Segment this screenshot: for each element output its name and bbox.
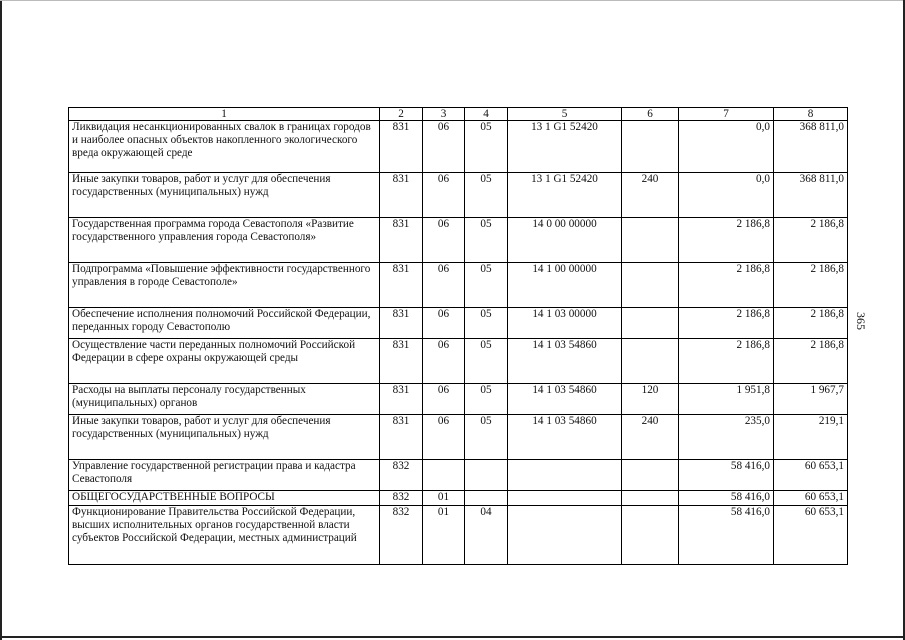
- budget-table: [68, 107, 848, 565]
- row-code-cell: 831: [380, 121, 423, 173]
- row-expense-type-cell: [622, 506, 679, 565]
- row-target-article-cell: 14 1 03 54860: [508, 415, 622, 460]
- row-subsection-cell: 05: [465, 339, 508, 384]
- row-section-cell: 06: [423, 384, 465, 415]
- row-code-cell: 831: [380, 263, 423, 308]
- table-row: [69, 218, 848, 263]
- row-amount-year1-cell: 2 186,8: [679, 308, 774, 339]
- row-subsection-cell: 05: [465, 308, 508, 339]
- table-row: [69, 263, 848, 308]
- row-target-article-cell: 14 1 03 54860: [508, 339, 622, 384]
- header-cell: 8: [774, 108, 848, 121]
- row-expense-type-cell: [622, 121, 679, 173]
- header-cell: 7: [679, 108, 774, 121]
- row-target-article-cell: [508, 460, 622, 491]
- row-code-cell: 832: [380, 506, 423, 565]
- table-row: [69, 415, 848, 460]
- row-code-cell: 831: [380, 173, 423, 218]
- header-cell: 2: [380, 108, 423, 121]
- row-expense-type-cell: [622, 339, 679, 384]
- row-code-cell: 831: [380, 218, 423, 263]
- row-amount-year2-cell: 2 186,8: [774, 263, 848, 308]
- row-expense-type-cell: [622, 308, 679, 339]
- table-row: [69, 339, 848, 384]
- row-target-article-cell: 14 1 03 00000: [508, 308, 622, 339]
- row-expense-type-cell: 240: [622, 173, 679, 218]
- row-amount-year2-cell: 2 186,8: [774, 218, 848, 263]
- row-expense-type-cell: [622, 460, 679, 491]
- row-subsection-cell: 04: [465, 506, 508, 565]
- header-cell: 4: [465, 108, 508, 121]
- table-header-row: [69, 108, 848, 121]
- row-name-cell: Обеспечение исполнения полномочий Российской Федерации, переданных городу Севастополю: [69, 308, 380, 339]
- row-target-article-cell: 14 1 00 00000: [508, 263, 622, 308]
- row-section-cell: 06: [423, 173, 465, 218]
- row-section-cell: 06: [423, 308, 465, 339]
- header-cell: 6: [622, 108, 679, 121]
- row-name-cell: Иные закупки товаров, работ и услуг для обеспечения государственных (муниципальных) нужд: [69, 173, 380, 218]
- row-target-article-cell: [508, 491, 622, 506]
- row-amount-year2-cell: 60 653,1: [774, 460, 848, 491]
- row-code-cell: 831: [380, 384, 423, 415]
- row-code-cell: 832: [380, 491, 423, 506]
- row-target-article-cell: 13 1 G1 52420: [508, 173, 622, 218]
- row-name-cell: Ликвидация несанкционированных свалок в границах городов и наиболее опасных объектов накопленного экологического вреда окружающей среде: [69, 121, 380, 173]
- row-amount-year1-cell: 2 186,8: [679, 339, 774, 384]
- row-expense-type-cell: 120: [622, 384, 679, 415]
- row-amount-year2-cell: 368 811,0: [774, 121, 848, 173]
- row-subsection-cell: 05: [465, 173, 508, 218]
- row-code-cell: 831: [380, 339, 423, 384]
- row-name-cell: Управление государственной регистрации права и кадастра Севастополя: [69, 460, 380, 491]
- row-expense-type-cell: 240: [622, 415, 679, 460]
- table-row: [69, 460, 848, 491]
- scan-border-bottom: [0, 636, 905, 638]
- row-amount-year2-cell: 2 186,8: [774, 339, 848, 384]
- row-name-cell: ОБЩЕГОСУДАРСТВЕННЫЕ ВОПРОСЫ: [69, 491, 380, 506]
- row-amount-year1-cell: 2 186,8: [679, 218, 774, 263]
- header-cell: 1: [69, 108, 380, 121]
- row-amount-year1-cell: 58 416,0: [679, 491, 774, 506]
- row-subsection-cell: 05: [465, 415, 508, 460]
- page-number: 365: [854, 312, 868, 330]
- row-amount-year2-cell: 219,1: [774, 415, 848, 460]
- row-name-cell: Функционирование Правительства Российской Федерации, высших исполнительных органов государственной власти субъектов Российской Федерации, местных администраций: [69, 506, 380, 565]
- row-amount-year2-cell: 60 653,1: [774, 506, 848, 565]
- row-subsection-cell: 05: [465, 263, 508, 308]
- row-target-article-cell: 14 1 03 54860: [508, 384, 622, 415]
- row-name-cell: Расходы на выплаты персоналу государственных (муниципальных) органов: [69, 384, 380, 415]
- row-section-cell: [423, 460, 465, 491]
- row-code-cell: 831: [380, 415, 423, 460]
- row-name-cell: Иные закупки товаров, работ и услуг для обеспечения государственных (муниципальных) нужд: [69, 415, 380, 460]
- row-section-cell: 06: [423, 121, 465, 173]
- row-section-cell: 01: [423, 491, 465, 506]
- row-name-cell: Государственная программа города Севастополя «Развитие государственного управления города Севастополя»: [69, 218, 380, 263]
- row-amount-year1-cell: 58 416,0: [679, 460, 774, 491]
- scan-border-top: [0, 0, 905, 1]
- row-subsection-cell: [465, 460, 508, 491]
- row-amount-year1-cell: 1 951,8: [679, 384, 774, 415]
- row-target-article-cell: 14 0 00 00000: [508, 218, 622, 263]
- row-name-cell: Подпрограмма «Повышение эффективности государственного управления в городе Севастополе»: [69, 263, 380, 308]
- row-expense-type-cell: [622, 218, 679, 263]
- row-amount-year2-cell: 60 653,1: [774, 491, 848, 506]
- row-expense-type-cell: [622, 263, 679, 308]
- row-section-cell: 06: [423, 218, 465, 263]
- row-code-cell: 831: [380, 308, 423, 339]
- row-amount-year2-cell: 368 811,0: [774, 173, 848, 218]
- row-expense-type-cell: [622, 491, 679, 506]
- row-section-cell: 01: [423, 506, 465, 565]
- table-row: [69, 121, 848, 173]
- row-target-article-cell: [508, 506, 622, 565]
- row-amount-year2-cell: 2 186,8: [774, 308, 848, 339]
- row-amount-year1-cell: 0,0: [679, 173, 774, 218]
- row-amount-year2-cell: 1 967,7: [774, 384, 848, 415]
- row-section-cell: 06: [423, 415, 465, 460]
- table-row: [69, 506, 848, 565]
- row-code-cell: 832: [380, 460, 423, 491]
- row-subsection-cell: 05: [465, 121, 508, 173]
- row-amount-year1-cell: 2 186,8: [679, 263, 774, 308]
- table-row: [69, 491, 848, 506]
- row-subsection-cell: [465, 491, 508, 506]
- row-target-article-cell: 13 1 G1 52420: [508, 121, 622, 173]
- table-row: [69, 308, 848, 339]
- row-section-cell: 06: [423, 263, 465, 308]
- header-cell: 3: [423, 108, 465, 121]
- row-subsection-cell: 05: [465, 384, 508, 415]
- row-amount-year1-cell: 235,0: [679, 415, 774, 460]
- row-amount-year1-cell: 58 416,0: [679, 506, 774, 565]
- row-section-cell: 06: [423, 339, 465, 384]
- header-cell: 5: [508, 108, 622, 121]
- scan-border-left: [0, 0, 2, 640]
- row-subsection-cell: 05: [465, 218, 508, 263]
- row-amount-year1-cell: 0,0: [679, 121, 774, 173]
- row-name-cell: Осуществление части переданных полномочий Российской Федерации в сфере охраны окружающей среды: [69, 339, 380, 384]
- table-row: [69, 173, 848, 218]
- table-row: [69, 384, 848, 415]
